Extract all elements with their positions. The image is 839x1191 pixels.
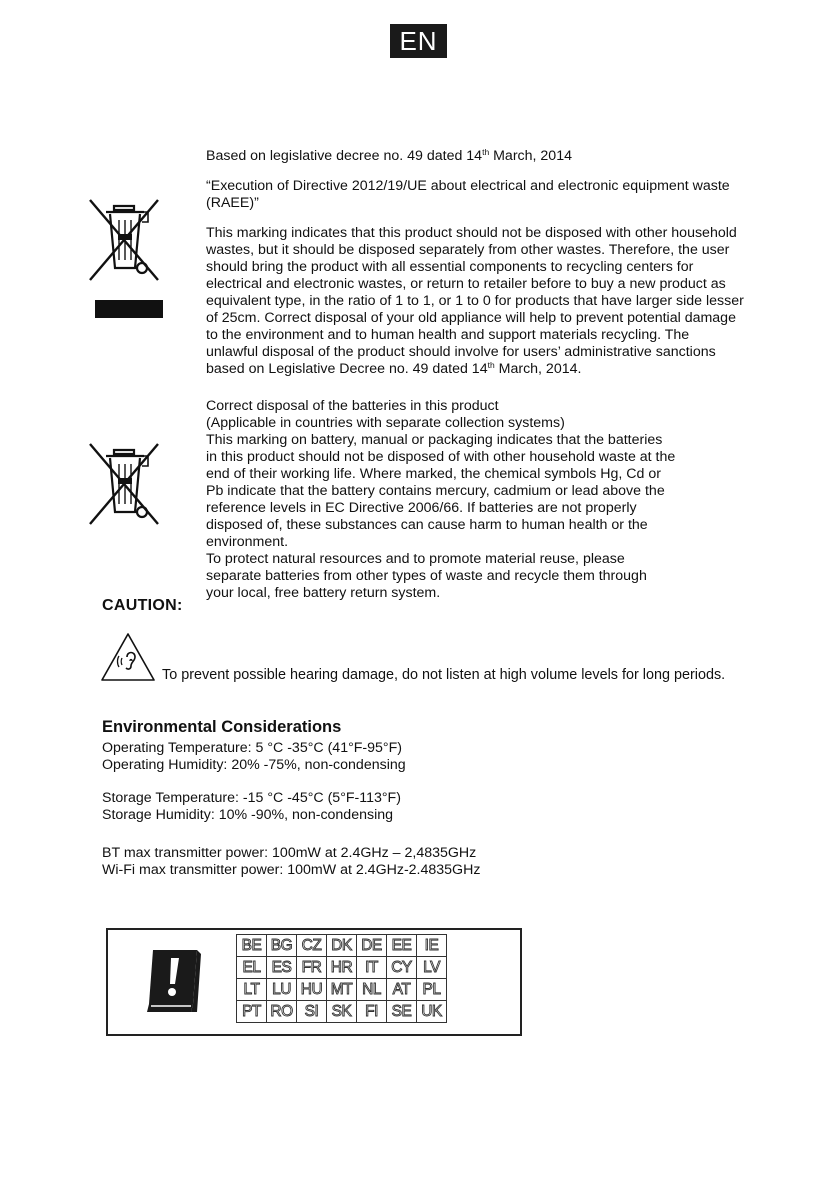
raee-body-line: based on Legislative Decree no. 49 dated 14th March, 2014.	[206, 360, 582, 377]
batteries-line: disposed of, these substances can cause harm to human health or the	[206, 517, 648, 533]
country-code: CY	[387, 957, 417, 979]
raee-body-line: should bring the product with all essential components to recycling centers for	[206, 259, 694, 275]
country-code: CZ	[297, 935, 327, 957]
batteries-line: To protect natural resources and to promote material reuse, please	[206, 551, 625, 567]
batteries-line: Correct disposal of the batteries in this product	[206, 398, 499, 414]
batteries-line: in this product should not be disposed of with other household waste at the	[206, 449, 676, 465]
storage-humidity: Storage Humidity: 10% -90%, non-condensing	[102, 807, 394, 823]
country-code: ES	[267, 957, 297, 979]
country-row	[237, 979, 447, 1001]
country-row	[237, 1001, 447, 1023]
country-code: SK	[327, 1001, 357, 1023]
batteries-line: separate batteries from other types of waste and recycle them through	[206, 568, 647, 584]
raee-body-line: electrical and electronic wastes, or return to retailer before to buy a new product as	[206, 276, 726, 292]
country-code: NL	[357, 979, 387, 1001]
country-restriction-box	[106, 928, 522, 1036]
environment-title: Environmental Considerations	[102, 718, 342, 736]
country-code: DK	[327, 935, 357, 957]
decree-line: Based on legislative decree no. 49 dated 14th March, 2014	[206, 147, 572, 164]
country-code: EL	[237, 957, 267, 979]
directive-line-1: “Execution of Directive 2012/19/UE about electrical and electronic equipment waste	[206, 178, 730, 194]
batteries-text	[206, 398, 675, 602]
crossed-bin-battery-icon	[86, 440, 162, 530]
country-code: SI	[297, 1001, 327, 1023]
caution-title: CAUTION:	[102, 597, 183, 614]
marking-bar	[95, 300, 163, 318]
country-code: HU	[297, 979, 327, 1001]
hearing-warning-text: To prevent possible hearing damage, do not listen at high volume levels for long periods.	[162, 667, 726, 683]
country-code: IT	[357, 957, 387, 979]
country-row	[237, 935, 447, 957]
country-code: AT	[387, 979, 417, 1001]
hearing-warning-icon	[99, 631, 157, 683]
raee-body-line: This marking indicates that this product should not be disposed with other household	[206, 225, 737, 241]
storage-temperature: Storage Temperature: -15 °C -45°C (5°F-113°F)	[102, 790, 401, 806]
batteries-line: end of their working life. Where marked, the chemical symbols Hg, Cd or	[206, 466, 661, 482]
country-code: RO	[267, 1001, 297, 1023]
batteries-line: reference levels in EC Directive 2006/66. If batteries are not properly	[206, 500, 637, 516]
country-code: SE	[387, 1001, 417, 1023]
country-code: FR	[297, 957, 327, 979]
bt-power: BT max transmitter power: 100mW at 2.4GHz – 2,4835GHz	[102, 845, 477, 861]
raee-body	[206, 225, 744, 378]
country-code: DE	[357, 935, 387, 957]
country-code: BE	[237, 935, 267, 957]
operating-humidity: Operating Humidity: 20% -75%, non-condensing	[102, 757, 406, 773]
country-code: EE	[387, 935, 417, 957]
batteries-line: This marking on battery, manual or packaging indicates that the batteries	[206, 432, 663, 448]
country-code: IE	[417, 935, 447, 957]
crossed-bin-icon	[86, 196, 162, 286]
raee-body-line: unlawful disposal of the product should involve for users’ administrative sanctions	[206, 344, 716, 360]
country-code: LU	[267, 979, 297, 1001]
country-code: LT	[237, 979, 267, 1001]
batteries-line: your local, free battery return system.	[206, 585, 441, 601]
operating-temperature: Operating Temperature: 5 °C -35°C (41°F-95°F)	[102, 740, 402, 756]
wifi-power: Wi-Fi max transmitter power: 100mW at 2.4GHz-2.4835GHz	[102, 862, 481, 878]
directive-line-2: (RAEE)”	[206, 195, 259, 211]
raee-body-line: to the environment and to human health and support materials recycling. The	[206, 327, 690, 343]
country-code: LV	[417, 957, 447, 979]
batteries-line: (Applicable in countries with separate collection systems)	[206, 415, 565, 431]
language-badge: EN	[390, 24, 447, 58]
country-code: HR	[327, 957, 357, 979]
country-code: FI	[357, 1001, 387, 1023]
country-row	[237, 957, 447, 979]
raee-body-line: of 25cm. Correct disposal of your old appliance will help to prevent potential damage	[206, 310, 736, 326]
raee-body-line: wastes, but it should be disposed separately from other wastes. Therefore, the user	[206, 242, 730, 258]
country-code: MT	[327, 979, 357, 1001]
raee-body-line: equivalent type, in the ratio of 1 to 1, or 1 to 0 for products that have larger side lesser	[206, 293, 744, 309]
country-code: PL	[417, 979, 447, 1001]
country-code: UK	[417, 1001, 447, 1023]
country-code: BG	[267, 935, 297, 957]
manual-warning-book-icon	[135, 942, 219, 1026]
batteries-line: environment.	[206, 534, 289, 550]
batteries-line: Pb indicate that the battery contains mercury, cadmium or lead above the	[206, 483, 665, 499]
country-grid	[236, 934, 447, 1023]
country-code: PT	[237, 1001, 267, 1023]
